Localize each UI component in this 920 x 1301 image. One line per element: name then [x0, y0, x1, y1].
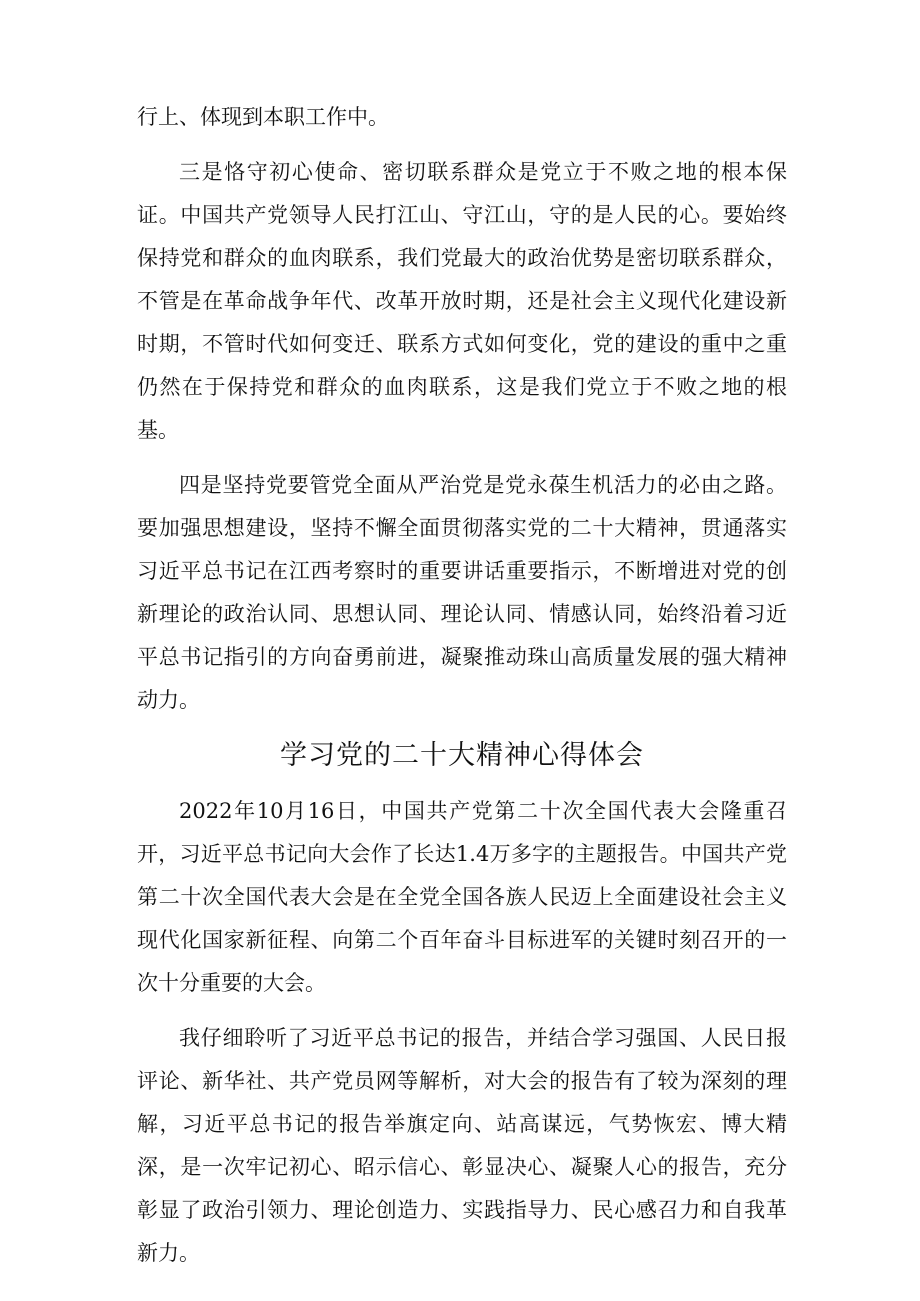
paragraph-reflection: 我仔细聆听了习近平总书记的报告，并结合学习强国、人民日报评论、新华社、共产党员网等解析，对大会的报告有了较为深刻的理解，习近平总书记的报告举旗定向、站高谋远，气势恢宏、博大精深，是一次牢记初心、昭示信心、彰显决心、凝聚人心的报告，充分彰显了政治引领力、理论创造力、实践指导力、民心感召力和自我革新力。 [137, 1026, 787, 1265]
document-body [137, 96, 787, 1287]
section-heading: 学习党的二十大精神心得体会 [280, 740, 644, 771]
paragraph-continuation: 行上、体现到本职工作中。 [137, 105, 389, 129]
paragraph-intro: 2022年10月16日，中国共产党第二十次全国代表大会隆重召开，习近平总书记向大会作了长达1.4万多字的主题报告。中国共产党第二十次全国代表大会是在全党全国各族人民迈上全面建设社会主义现代化国家新征程、向第二个百年奋斗目标进军的关键时刻召开的一次十分重要的大会。 [137, 799, 787, 995]
paragraph-point-four: 四是坚持党要管党全面从严治党是党永葆生机活力的必由之路。要加强思想建设，坚持不懈全面贯彻落实党的二十大精神，贯通落实习近平总书记在江西考察时的重要讲话重要指示，不断增进对党的创新理论的政治认同、思想认同、理论认同、情感认同，始终沿着习近平总书记指引的方向奋勇前进，凝聚推动珠山高质量发展的强大精神动力。 [137, 473, 787, 712]
paragraph-point-three: 三是恪守初心使命、密切联系群众是党立于不败之地的根本保证。中国共产党领导人民打江山、守江山，守的是人民的心。要始终保持党和群众的血肉联系，我们党最大的政治优势是密切联系群众，不管是在革命战争年代、改革开放时期，还是社会主义现代化建设新时期，不管时代如何变迁、联系方式如何变化，党的建设的重中之重仍然在于保持党和群众的血肉联系，这是我们党立于不败之地的根基。 [137, 160, 787, 442]
